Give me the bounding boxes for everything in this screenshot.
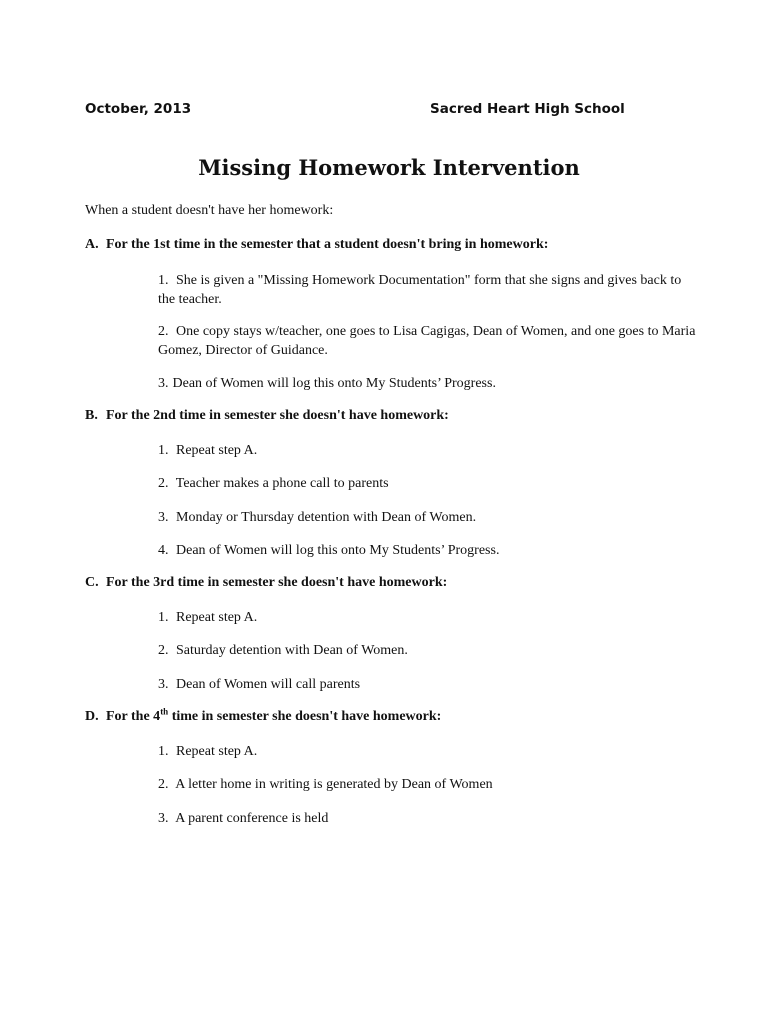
section-b-step-1: [158, 441, 698, 460]
section-heading-text-pre: For the 4: [106, 709, 161, 724]
step-text: Teacher makes a phone call to parents: [175, 476, 389, 491]
section-d-step-2: [158, 775, 698, 794]
step-text: Saturday detention with Dean of Women.: [176, 643, 408, 658]
ordinal-suffix: th: [160, 706, 169, 717]
section-letter: D.: [85, 709, 99, 724]
step-text: Dean of Women will call parents: [176, 677, 361, 692]
step-number: 3.: [158, 811, 169, 826]
section-b-heading: [85, 408, 449, 424]
step-number: 3.: [158, 376, 169, 391]
intro-text: When a student doesn't have her homework:: [85, 203, 334, 218]
step-number: 4.: [158, 543, 169, 558]
step-text: She is given a "Missing Homework Documentation" form that she signs and gives back to the teacher.: [158, 273, 682, 307]
step-number: 1.: [158, 273, 169, 288]
document-title-text: Missing Homework Intervention: [198, 155, 580, 180]
step-text: Monday or Thursday detention with Dean of Women.: [176, 510, 477, 525]
section-c-step-2: [158, 641, 698, 660]
step-text: A letter home in writing is generated by Dean of Women: [175, 777, 493, 792]
section-letter: A.: [85, 237, 99, 252]
step-text: Repeat step A.: [176, 610, 258, 625]
step-number: 2.: [158, 324, 169, 339]
step-text: A parent conference is held: [175, 811, 329, 826]
step-number: 3.: [158, 677, 169, 692]
section-d-heading: [85, 706, 442, 725]
section-heading-text: For the 3rd time in semester she doesn't have homework:: [106, 575, 448, 590]
header-school-name: Sacred Heart High School: [430, 101, 625, 117]
section-b-step-3: [158, 508, 698, 527]
step-number: 2.: [158, 643, 169, 658]
section-heading-text-post: time in semester she doesn't have homework:: [168, 709, 442, 724]
step-number: 1.: [158, 744, 169, 759]
header-date: October, 2013: [85, 101, 192, 117]
step-text: Dean of Women will log this onto My Students’ Progress.: [176, 543, 500, 558]
step-number: 3.: [158, 510, 169, 525]
section-a-step-3: [158, 374, 698, 393]
section-c-step-3: [158, 675, 698, 694]
section-heading-text: For the 1st time in the semester that a student doesn't bring in homework:: [106, 237, 549, 252]
section-a-step-2: [158, 322, 698, 360]
step-text: Repeat step A.: [176, 744, 258, 759]
step-number: 1.: [158, 610, 169, 625]
section-d-step-1: [158, 742, 698, 761]
step-number: 2.: [158, 777, 169, 792]
section-a-step-1: [158, 271, 698, 309]
step-text: One copy stays w/teacher, one goes to Lisa Cagigas, Dean of Women, and one goes to Maria Gomez, Director of Guidance.: [158, 324, 696, 358]
document-title: [0, 155, 770, 180]
section-d-step-3: [158, 809, 698, 828]
section-c-heading: [85, 575, 447, 591]
section-letter: C.: [85, 575, 99, 590]
section-heading-text: For the 2nd time in semester she doesn't have homework:: [106, 408, 449, 423]
section-letter: B.: [85, 408, 98, 423]
section-c-step-1: [158, 608, 698, 627]
section-b-step-4: [158, 541, 698, 560]
step-text: Repeat step A.: [176, 443, 258, 458]
step-text: Dean of Women will log this onto My Students’ Progress.: [172, 376, 496, 391]
step-number: 1.: [158, 443, 169, 458]
section-a-heading: [85, 237, 548, 253]
section-b-step-2: [158, 474, 698, 493]
step-number: 2.: [158, 476, 169, 491]
